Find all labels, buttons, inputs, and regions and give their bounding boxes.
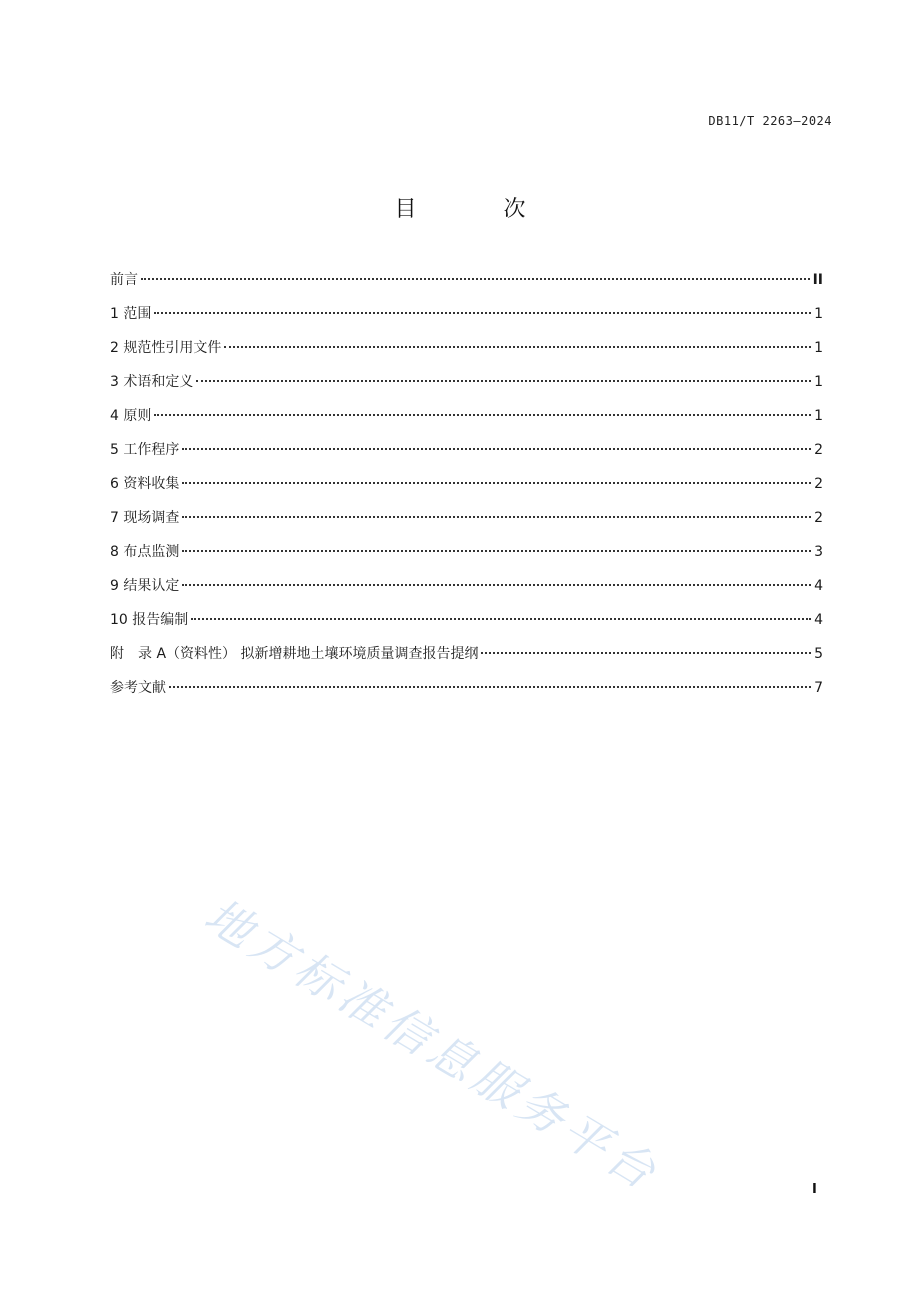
toc-entry-report[interactable] — [110, 610, 823, 644]
toc-leader-dots — [481, 652, 811, 654]
toc-entry-results[interactable] — [110, 576, 823, 610]
toc-entry-page: 3 — [814, 544, 823, 560]
toc-entry-page: 4 — [814, 578, 823, 594]
toc-title: 目 次 — [394, 197, 566, 222]
toc-entry-label: 8 布点监测 — [110, 544, 180, 560]
toc-list — [110, 270, 823, 712]
document-code: DB11/T 2263—2024 — [708, 114, 832, 128]
toc-entry-label: 前言 — [110, 272, 138, 288]
toc-entry-label: 9 结果认定 — [110, 578, 180, 594]
toc-entry-page: 2 — [814, 476, 823, 492]
toc-entry-appendix-a[interactable] — [110, 644, 823, 678]
toc-leader-dots — [182, 516, 811, 518]
toc-entry-page: 4 — [814, 612, 823, 628]
toc-entry-page: II — [812, 272, 823, 288]
toc-leader-dots — [182, 448, 811, 450]
toc-entry-page: 1 — [814, 340, 823, 356]
toc-leader-dots — [154, 312, 811, 314]
toc-entry-principles[interactable] — [110, 406, 823, 440]
toc-entry-scope[interactable] — [110, 304, 823, 338]
toc-entry-data-collection[interactable] — [110, 474, 823, 508]
toc-entry-monitoring[interactable] — [110, 542, 823, 576]
toc-leader-dots — [224, 346, 811, 348]
toc-entry-page: 5 — [814, 646, 823, 662]
toc-entry-label: 10 报告编制 — [110, 612, 189, 628]
toc-leader-dots — [196, 380, 811, 382]
toc-entry-site-survey[interactable] — [110, 508, 823, 542]
toc-entry-label: 参考文献 — [110, 680, 166, 696]
toc-leader-dots — [154, 414, 811, 416]
toc-entry-page: 7 — [814, 680, 823, 696]
toc-entry-page: 1 — [814, 306, 823, 322]
toc-entry-page: 2 — [814, 442, 823, 458]
toc-entry-label: 3 术语和定义 — [110, 374, 194, 390]
toc-entry-page: 1 — [814, 374, 823, 390]
toc-entry-terms[interactable] — [110, 372, 823, 406]
toc-entry-label: 附 录 A（资料性） 拟新增耕地土壤环境质量调查报告提纲 — [110, 646, 479, 662]
toc-entry-preface[interactable] — [110, 270, 823, 304]
toc-entry-bibliography[interactable] — [110, 678, 823, 712]
toc-entry-page: 2 — [814, 510, 823, 526]
page-number: I — [812, 1182, 817, 1197]
toc-entry-label: 6 资料收集 — [110, 476, 180, 492]
toc-entry-label: 1 范围 — [110, 306, 152, 322]
toc-entry-procedure[interactable] — [110, 440, 823, 474]
toc-leader-dots — [182, 584, 811, 586]
toc-leader-dots — [191, 618, 811, 620]
toc-entry-label: 4 原则 — [110, 408, 152, 424]
toc-entry-label: 5 工作程序 — [110, 442, 180, 458]
toc-leader-dots — [182, 482, 811, 484]
toc-entry-normative-references[interactable] — [110, 338, 823, 372]
toc-leader-dots — [182, 550, 811, 552]
toc-leader-dots — [169, 686, 811, 688]
toc-entry-label: 7 现场调查 — [110, 510, 180, 526]
toc-entry-label: 2 规范性引用文件 — [110, 340, 222, 356]
watermark: 地方标准信息服务平台 — [195, 887, 670, 1202]
toc-leader-dots — [141, 278, 810, 280]
toc-entry-page: 1 — [814, 408, 823, 424]
